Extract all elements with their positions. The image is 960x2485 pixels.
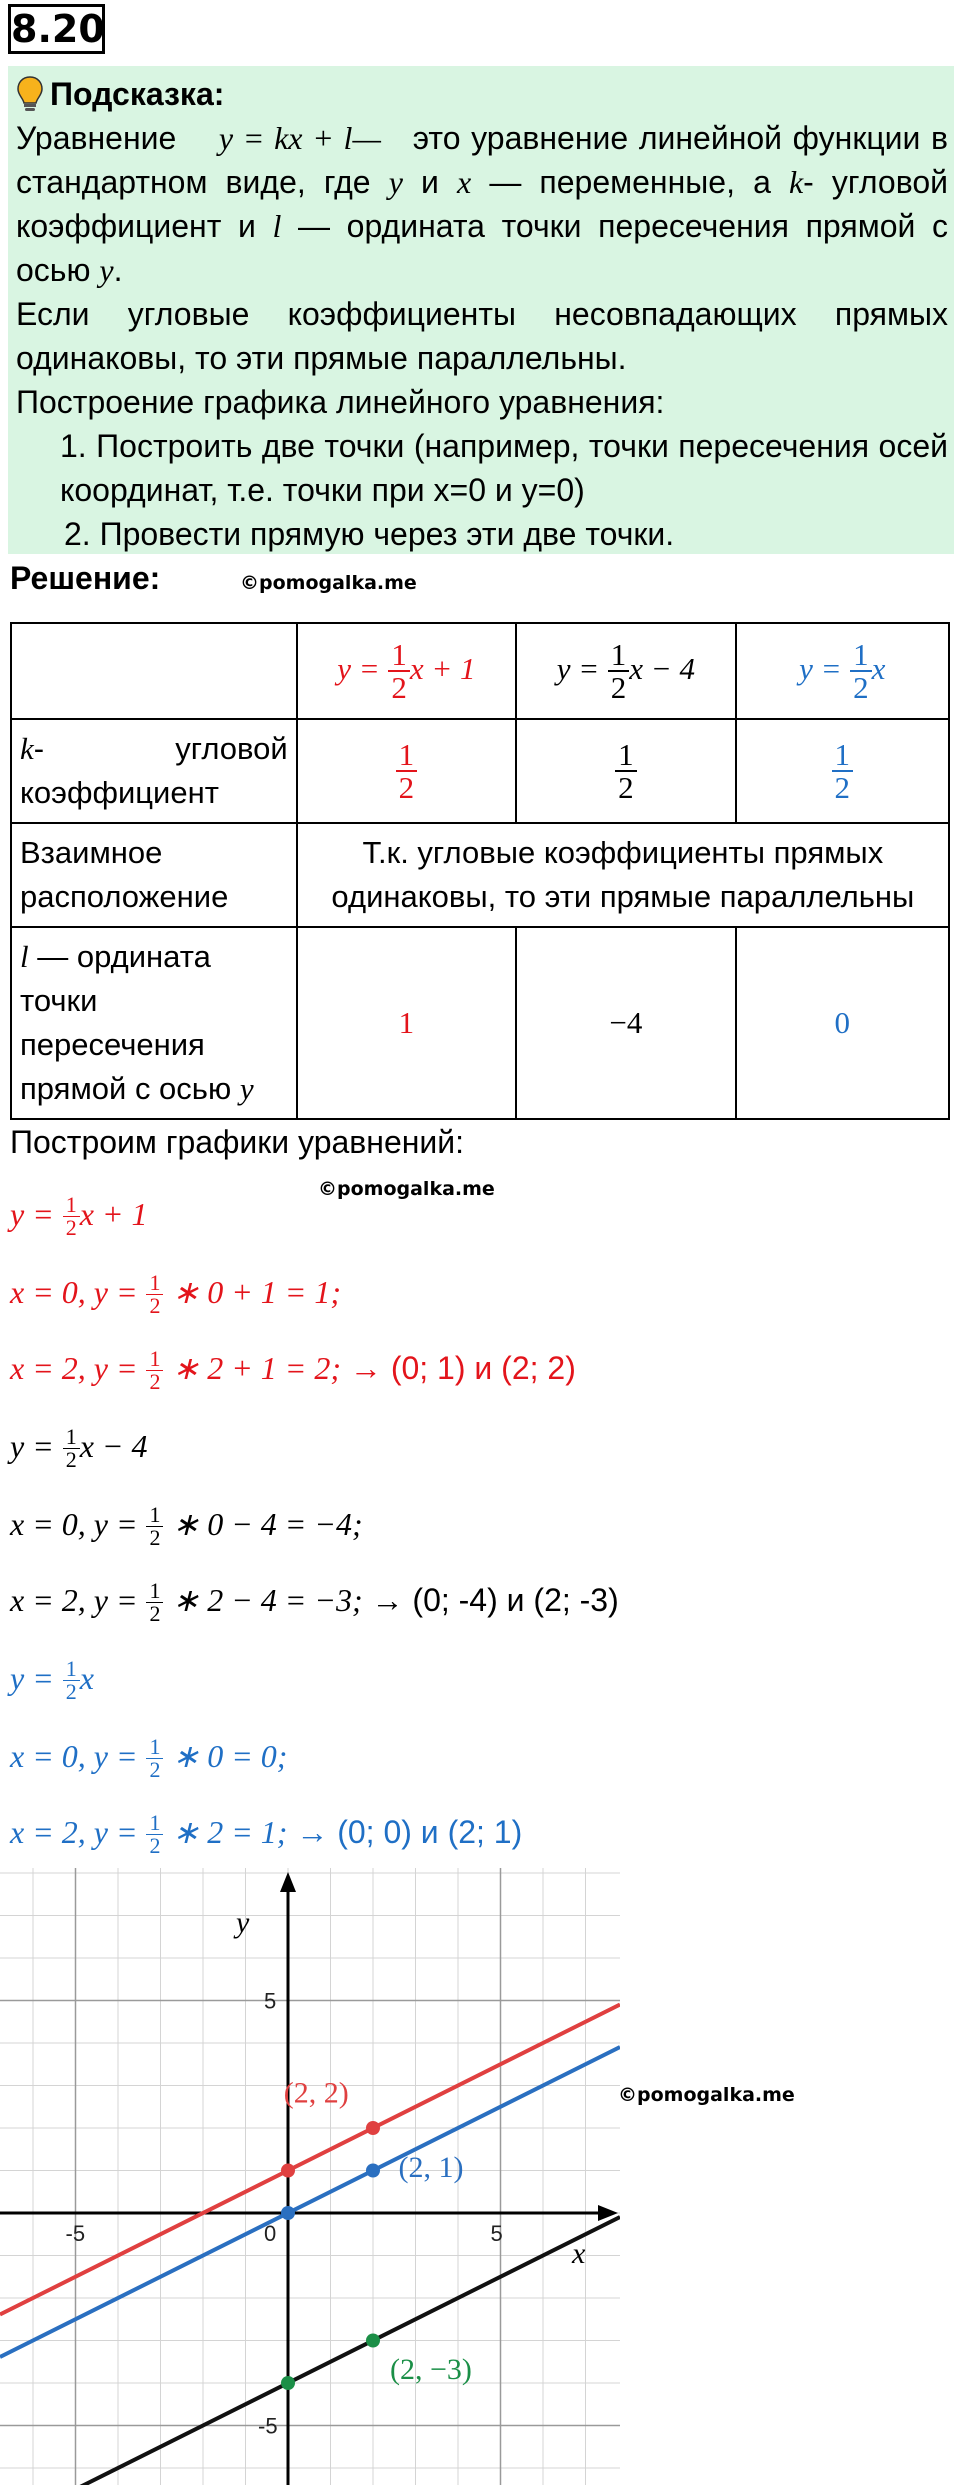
row-label-slope: k- угловой коэффициент bbox=[11, 719, 297, 823]
table-header-eq1: y = $\frac{1}{2}$ x + 1 bbox=[297, 623, 516, 719]
point-label: (2, 2) bbox=[283, 2076, 349, 2110]
y-axis-arrow bbox=[280, 1872, 296, 1892]
x-axis-label: x bbox=[572, 2237, 586, 2270]
slope-value-3: $\frac{1}{2}$ bbox=[736, 719, 949, 823]
coordinate-graph bbox=[0, 1868, 620, 2485]
equation-line-2-x2: x = 2, y = $\frac{1}{2}$ ∗ 2 − 4 = −3; → (0; -4) и (2; -3) bbox=[10, 1578, 619, 1627]
comparison-table bbox=[10, 622, 950, 1120]
x-tick-label: 0 bbox=[264, 2221, 277, 2246]
equation-line-1: y = $\frac{1}{2}$ x + 1 bbox=[10, 1192, 148, 1241]
table-header-eq3: y = $\frac{1}{2}$ x bbox=[736, 623, 949, 719]
build-heading: Построим графики уравнений: bbox=[10, 1124, 465, 1160]
equation-line-3: y = $\frac{1}{2}$ x bbox=[10, 1656, 94, 1705]
solution-label: Решение: bbox=[10, 560, 161, 596]
hint-paragraph-2: Если угловые коэффициенты несовпадающих прямых одинаковы, то эти прямые параллельны. bbox=[16, 296, 948, 376]
y-tick-label: -5 bbox=[258, 2413, 278, 2439]
point-label: (2, 1) bbox=[398, 2150, 464, 2184]
hint-step-2: 2. Провести прямую через эти две точки. bbox=[64, 516, 675, 552]
graph-line bbox=[0, 2005, 620, 2315]
watermark: ©pomogalka.me bbox=[318, 1178, 495, 1200]
hint-paragraph-1: Уравнение y = kx + l— это уравнение линейной функции в стандартном виде, где y и x — переменные, а k- угловой коэффициент и l — ордината точки пересечения прямой с осью y. bbox=[16, 120, 949, 288]
graph-point bbox=[281, 2164, 295, 2178]
equation-line-2-x0: x = 0, y = $\frac{1}{2}$ ∗ 0 − 4 = −4; bbox=[10, 1502, 363, 1551]
x-tick-label: 5 bbox=[490, 2221, 503, 2246]
y-axis-label: y bbox=[236, 1906, 250, 1939]
x-tick-label: -5 bbox=[65, 2221, 86, 2246]
equation-line-1-x0: x = 0, y = $\frac{1}{2}$ ∗ 0 + 1 = 1; bbox=[10, 1270, 342, 1319]
table-row bbox=[11, 719, 949, 823]
watermark: ©pomogalka.me bbox=[618, 2084, 795, 2106]
task-number: 8.20 bbox=[8, 4, 105, 54]
hint-box bbox=[8, 66, 954, 554]
row-label-position: Взаимное расположение bbox=[11, 823, 297, 927]
equation-line-3-x0: x = 0, y = $\frac{1}{2}$ ∗ 0 = 0; bbox=[10, 1734, 288, 1783]
hint-title-row bbox=[16, 72, 948, 116]
intercept-value-2: −4 bbox=[516, 927, 735, 1119]
point-label: (2, −3) bbox=[390, 2352, 472, 2386]
y-tick-label: 5 bbox=[264, 1988, 277, 2014]
intercept-value-1: 1 bbox=[297, 927, 516, 1119]
graph-point bbox=[366, 2121, 380, 2135]
hint-step-1: 1. Построить две точки (например, точки пересечения осей координат, т.е. точки при х=0 и у=0) bbox=[60, 428, 948, 508]
table-row bbox=[11, 823, 949, 927]
lightbulb-icon bbox=[16, 75, 44, 113]
graph-line bbox=[0, 2217, 620, 2485]
intercept-value-3: 0 bbox=[736, 927, 949, 1119]
hint-paragraph-3: Построение графика линейного уравнения: bbox=[16, 384, 665, 420]
watermark: ©pomogalka.me bbox=[240, 572, 417, 594]
equation-line-1-x2: x = 2, y = $\frac{1}{2}$ ∗ 2 + 1 = 2; → (0; 1) и (2; 2) bbox=[10, 1346, 576, 1395]
graph-point bbox=[366, 2334, 380, 2348]
slope-value-2: $\frac{1}{2}$ bbox=[516, 719, 735, 823]
table-row bbox=[11, 623, 949, 719]
table-header-eq2: y = $\frac{1}{2}$ x − 4 bbox=[516, 623, 735, 719]
graph-point bbox=[281, 2206, 295, 2220]
graph-point bbox=[281, 2376, 295, 2390]
graph-point bbox=[366, 2164, 380, 2178]
table-cell-empty bbox=[11, 623, 297, 719]
equation-line-2: y = $\frac{1}{2}$ x − 4 bbox=[10, 1424, 148, 1473]
equation-line-3-x2: x = 2, y = $\frac{1}{2}$ ∗ 2 = 1; → (0; 0) и (2; 1) bbox=[10, 1810, 523, 1859]
position-value: Т.к. угловые коэффициенты прямых одинаковы, то эти прямые параллельны bbox=[297, 823, 949, 927]
hint-title: Подсказка: bbox=[50, 76, 225, 112]
slope-value-1: $\frac{1}{2}$ bbox=[297, 719, 516, 823]
row-label-intercept: l — ордината точки пересечения прямой с осью y bbox=[11, 927, 297, 1119]
table-row bbox=[11, 927, 949, 1119]
